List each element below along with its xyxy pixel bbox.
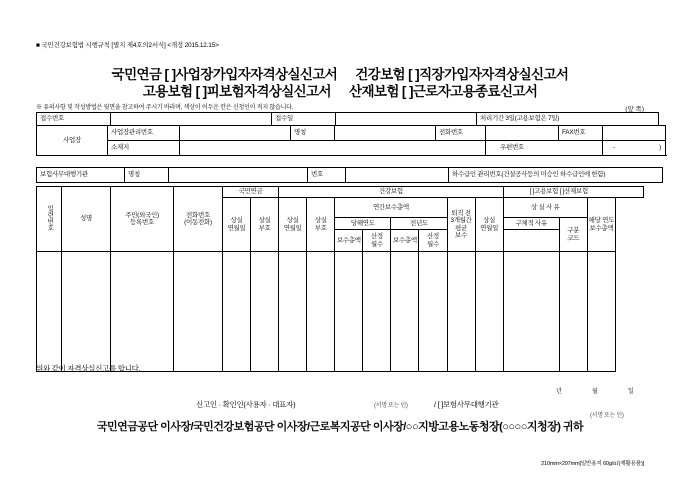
cell-name[interactable]	[62, 252, 111, 372]
title-line-2	[0, 83, 680, 100]
cell-last-year-months[interactable]	[419, 252, 447, 372]
col-reason-detail-body	[503, 230, 559, 252]
receipt-date-value[interactable]	[336, 113, 477, 126]
col-reason-code: 구분 코드	[559, 218, 587, 252]
col-seq	[37, 187, 62, 252]
form-legal-note: ■ 국민건강보험법 시행규칙 [별지 제4호의2서식] <개정 2015.12.15>	[36, 42, 219, 49]
paper-spec: 210mm×297mm[일반용지 60g/㎡(재활용품)]	[541, 461, 644, 467]
col-health-loss-date: 상실 연월일	[279, 198, 307, 252]
cell-this-year-amount[interactable]	[335, 252, 363, 372]
col-rrn: 주민(외국인) 등록번호	[111, 187, 174, 252]
col-last-year: 전년도	[391, 218, 447, 230]
receipt-no-label: 접수번호	[37, 113, 111, 126]
workplace-phone-value[interactable]	[486, 126, 559, 141]
cell-last-year-amount[interactable]	[391, 252, 419, 372]
agency-number-value[interactable]	[346, 168, 449, 183]
group-pension: 국민연금	[223, 187, 279, 198]
postal-close: )	[659, 144, 661, 152]
cell-this-year-months[interactable]	[363, 252, 391, 372]
subcontractor-note: 하수급인 관리번호(건설공사등의 미승인 하수급인에 한함)	[449, 168, 663, 183]
workplace-name-label: 명칭	[291, 126, 335, 141]
applicant-sign-note: (서명 또는 인)	[374, 403, 408, 409]
cell-health-loss-code[interactable]	[307, 252, 335, 372]
col-health-loss-code: 상실 부호	[307, 198, 335, 252]
title-health: 건강보험 [ ]직장가입자자격상실신고서	[355, 67, 569, 82]
col-this-year: 당해연도	[335, 218, 391, 230]
insured-persons-table	[36, 186, 644, 372]
workplace-address-value[interactable]	[180, 141, 486, 156]
cell-phone[interactable]	[174, 252, 223, 372]
applicant-label: 신고인 · 확인인(사용자 · 대표자)	[196, 400, 296, 409]
form-title-block	[0, 66, 680, 100]
title-employment: 고용보험 [ ]피보험자격상실신고서	[142, 84, 331, 99]
agency-sign-label: / [ ]보험사무대행기관	[434, 400, 499, 409]
cell-seq[interactable]	[37, 252, 62, 372]
col-reason-detail: 구체적 사유	[503, 218, 559, 230]
cell-pension-loss-code[interactable]	[251, 252, 279, 372]
agency-row-label: 보험사무대행기관	[37, 168, 125, 183]
receipt-table	[36, 112, 659, 126]
workplace-fax-label: FAX번호	[559, 126, 603, 141]
cell-rrn[interactable]	[111, 252, 174, 372]
page-indicator: (앞 쪽)	[625, 106, 644, 113]
date-month-label: 월	[592, 389, 598, 395]
cell-reason-code[interactable]	[559, 252, 587, 372]
recipients-line: 국민연금공단 이사장/국민건강보험공단 이사장/근로복지공단 이사장/○○지방고용노동청장(○○○○지청장) 귀하	[96, 421, 584, 433]
col-last-year-amount: 보수총액	[391, 230, 419, 252]
declaration-text: 위와 같이 자격상실신고를 합니다.	[36, 364, 141, 373]
agency-name-value[interactable]	[169, 168, 308, 183]
col-seq-label: 일련번호	[46, 204, 54, 231]
workplace-table	[36, 125, 666, 156]
postal-dash: -	[613, 144, 615, 152]
title-pension: 국민연금 [ ]사업장가입자자격상실신고서	[111, 67, 338, 82]
col-pension-loss-code: 상실 부호	[251, 198, 279, 252]
cell-health-loss-date[interactable]	[279, 252, 307, 372]
date-day-label: 일	[628, 389, 634, 395]
col-annual-pay-group: 연간보수총액	[335, 198, 447, 218]
date-year-label: 년	[556, 389, 562, 395]
postal-label	[486, 141, 603, 156]
col-this-year-months: 산정 월수	[363, 230, 391, 252]
col-final-pay: 해당 연도 보수총액	[587, 198, 615, 252]
postal-value[interactable]	[603, 141, 666, 156]
form-instruction-note: ※ 유의사항 및 작성방법은 뒷면을 참고하여 주시기 바라며, 색상이 어두운 칸은 신청인이 적지 않습니다.	[36, 105, 294, 111]
group-health: 건강보험	[279, 187, 504, 198]
col-emp-loss-date: 상실 연월일	[475, 198, 503, 252]
mgmt-no-label: 사업장관리번호	[108, 126, 180, 141]
title-line-1	[0, 66, 680, 83]
col-prior-3m-avg: 퇴직 전 3개월간 평균 보수	[447, 198, 475, 252]
agency-number-label: 번호	[308, 168, 346, 183]
postal-label-text: 우편번호	[500, 144, 524, 152]
col-pension-loss-date: 상실 연월일	[223, 198, 251, 252]
col-last-year-months: 산정 월수	[419, 230, 447, 252]
col-name: 성명	[62, 187, 111, 252]
mgmt-no-value[interactable]	[180, 126, 291, 141]
agency-sign-note: (서명 또는 인)	[590, 413, 624, 419]
cell-final-pay[interactable]	[587, 252, 615, 372]
col-reason-group: 상 실 사 유	[503, 198, 587, 218]
col-this-year-amount: 보수총액	[335, 230, 363, 252]
process-period-label: 처리기간 3일(고용보험은 7일)	[477, 113, 659, 126]
group-employment-industrial: [ ]고용보험 [ ]산재보험	[503, 187, 643, 198]
workplace-row-label: 사업장	[37, 126, 108, 156]
receipt-date-label: 접수일	[272, 113, 336, 126]
workplace-name-value[interactable]	[335, 126, 436, 141]
workplace-address-label: 소재지	[108, 141, 180, 156]
title-industrial: 산재보험 [ ]근로자고용종료신고서	[349, 84, 538, 99]
workplace-phone-label: 전화번호	[436, 126, 486, 141]
agency-table	[36, 167, 663, 183]
agency-name-label: 명칭	[125, 168, 169, 183]
cell-reason-detail[interactable]	[503, 252, 559, 372]
cell-pension-loss-date[interactable]	[223, 252, 251, 372]
cell-emp-loss-date[interactable]	[475, 252, 503, 372]
workplace-fax-value[interactable]	[603, 126, 666, 141]
col-phone: 전화번호 (이동전화)	[174, 187, 223, 252]
cell-prior-3m-avg[interactable]	[447, 252, 475, 372]
receipt-no-value[interactable]	[111, 113, 272, 126]
